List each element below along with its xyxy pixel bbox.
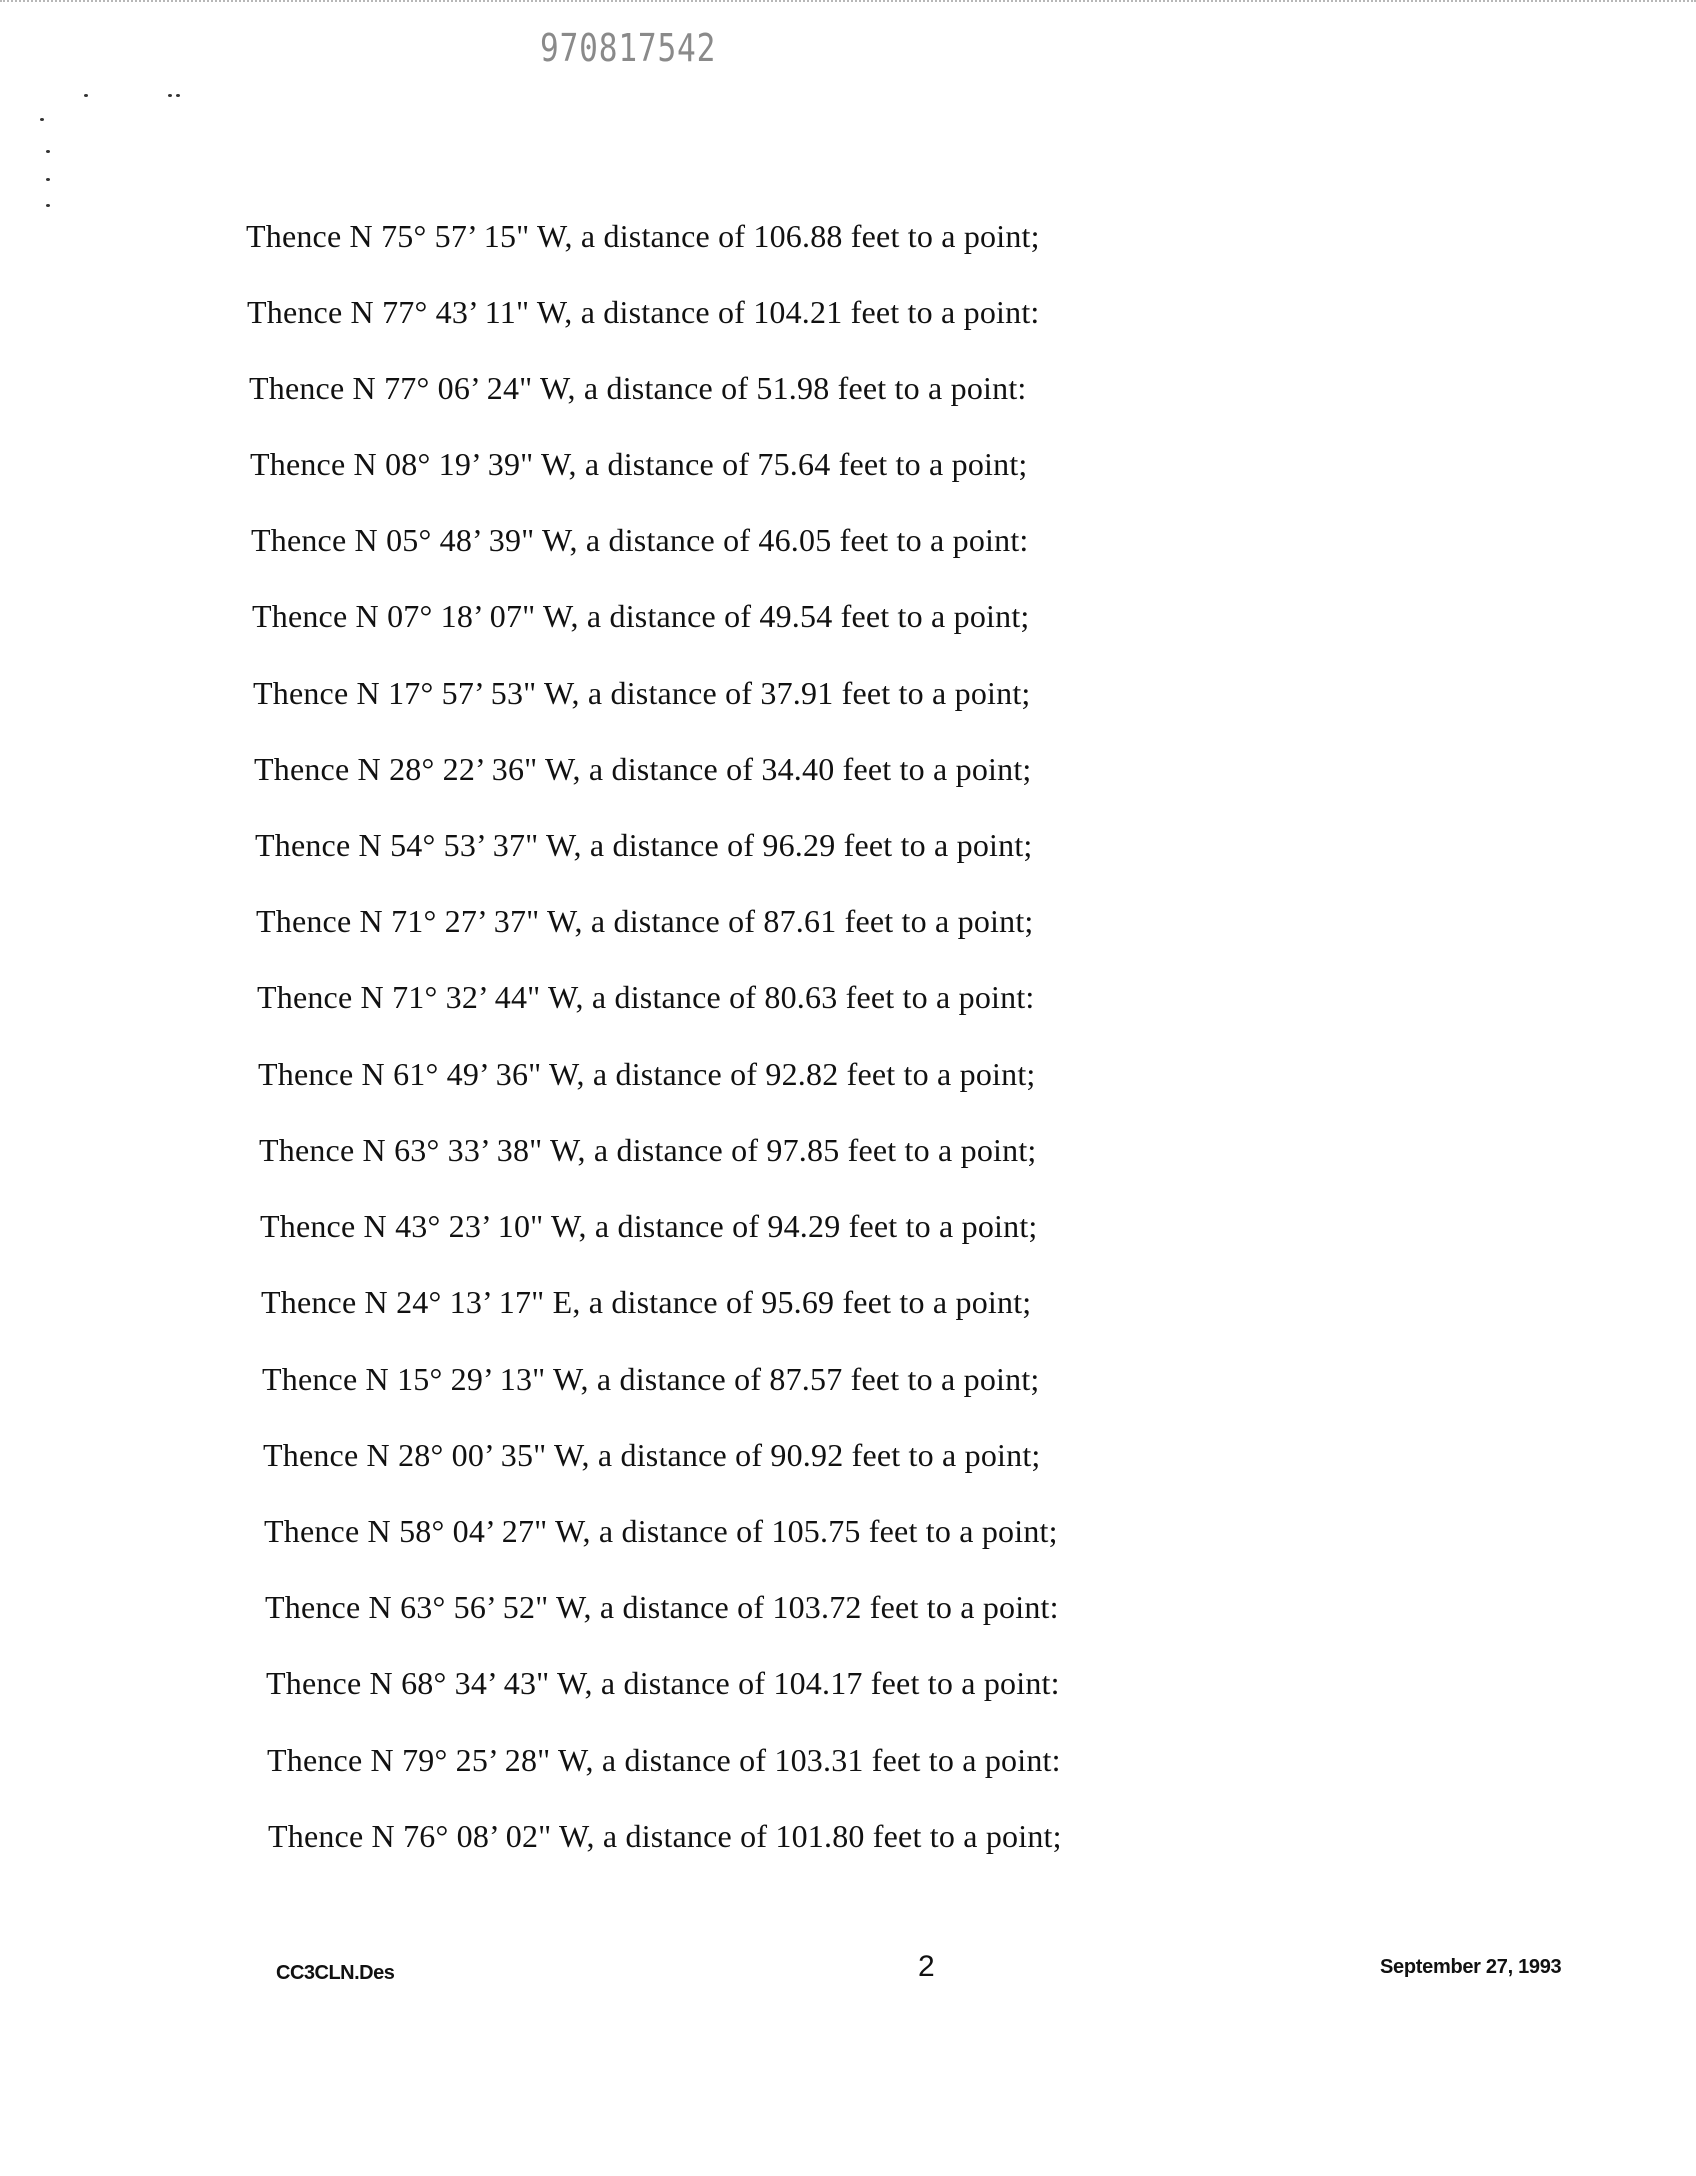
bearing-line: Thence N 08° 19’ 39" W, a distance of 75.64 feet to a point; — [250, 446, 1028, 482]
footer-date: September 27, 1993 — [1380, 1956, 1562, 1978]
bearing-line: Thence N 77° 43’ 11" W, a distance of 104.21 feet to a point: — [247, 294, 1040, 330]
bearing-line: Thence N 75° 57’ 15" W, a distance of 106.88 feet to a point; — [246, 218, 1040, 254]
bearing-line: Thence N 24° 13’ 17" E, a distance of 95.69 feet to a point; — [261, 1284, 1032, 1320]
bearing-line: Thence N 61° 49’ 36" W, a distance of 92.82 feet to a point; — [258, 1056, 1036, 1092]
bearing-line: Thence N 58° 04’ 27" W, a distance of 105.75 feet to a point; — [264, 1513, 1058, 1549]
bearing-line: Thence N 15° 29’ 13" W, a distance of 87.57 feet to a point; — [262, 1361, 1040, 1397]
bearing-line: Thence N 28° 22’ 36" W, a distance of 34.40 feet to a point; — [254, 751, 1032, 787]
page-number: 2 — [918, 1950, 935, 1983]
bearing-line: Thence N 28° 00’ 35" W, a distance of 90.92 feet to a point; — [263, 1437, 1041, 1473]
bearing-line: Thence N 43° 23’ 10" W, a distance of 94.29 feet to a point; — [260, 1208, 1038, 1244]
bearing-line: Thence N 68° 34’ 43" W, a distance of 104.17 feet to a point: — [266, 1665, 1060, 1701]
bearing-line: Thence N 71° 32’ 44" W, a distance of 80.63 feet to a point: — [257, 979, 1035, 1015]
bearing-line: Thence N 05° 48’ 39" W, a distance of 46.05 feet to a point: — [251, 522, 1029, 558]
bearing-line: Thence N 54° 53’ 37" W, a distance of 96.29 feet to a point; — [255, 827, 1033, 863]
bearing-line: Thence N 71° 27’ 37" W, a distance of 87.61 feet to a point; — [256, 903, 1034, 939]
footer-filename: CC3CLN.Des — [276, 1962, 395, 1984]
document-id-stamp: 970817542 — [540, 26, 717, 70]
bearing-line: Thence N 17° 57’ 53" W, a distance of 37.91 feet to a point; — [253, 675, 1031, 711]
bearing-line: Thence N 07° 18’ 07" W, a distance of 49.54 feet to a point; — [252, 598, 1030, 634]
bearing-line: Thence N 63° 56’ 52" W, a distance of 103.72 feet to a point: — [265, 1589, 1059, 1625]
bearing-line: Thence N 77° 06’ 24" W, a distance of 51.98 feet to a point: — [249, 370, 1027, 406]
bearing-line: Thence N 76° 08’ 02" W, a distance of 101.80 feet to a point; — [268, 1818, 1062, 1854]
bearing-line: Thence N 79° 25’ 28" W, a distance of 103.31 feet to a point: — [267, 1742, 1061, 1778]
bearing-line: Thence N 63° 33’ 38" W, a distance of 97.85 feet to a point; — [259, 1132, 1037, 1168]
